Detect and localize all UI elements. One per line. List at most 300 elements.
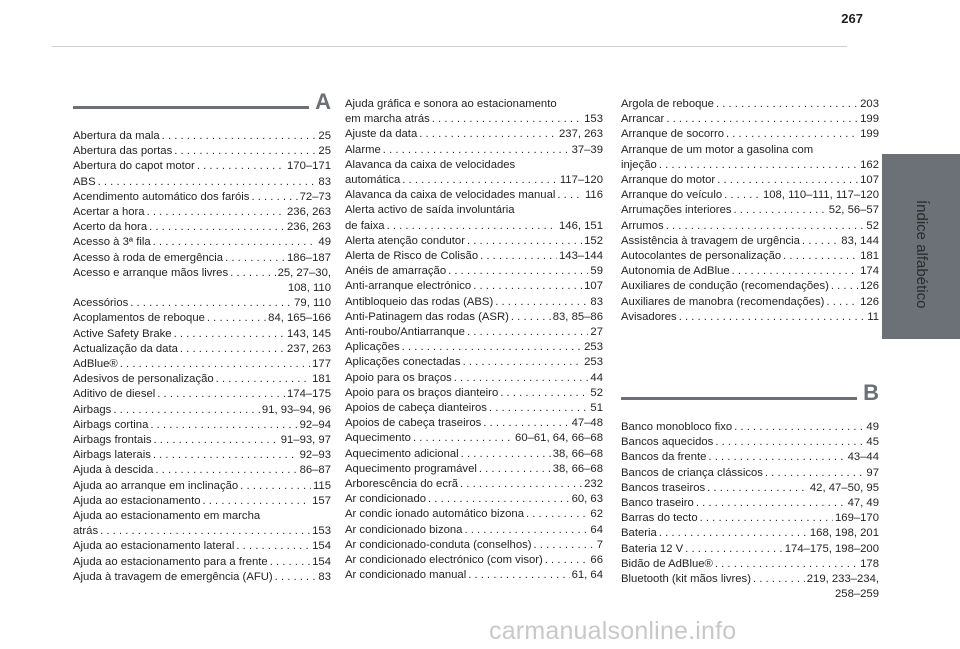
- entry-pages: 91, 93–94, 96: [261, 403, 331, 416]
- entry-term-line1: Arranque de um motor a gasolina com: [621, 143, 814, 156]
- entry-term: Arranque do motor: [621, 174, 716, 187]
- entry-term: Acesso à roda de emergência: [73, 251, 224, 264]
- entry-term: Ar condicionado bizona: [345, 523, 463, 536]
- entry-pages: 25: [318, 145, 331, 158]
- index-entry: [345, 355, 603, 370]
- dot-leader: [557, 188, 583, 203]
- index-entry: [73, 266, 331, 281]
- watermark: carmanualsonline.info: [489, 617, 737, 645]
- dot-leader: [154, 433, 279, 448]
- entry-term: Active Safety Brake: [73, 327, 172, 340]
- dot-leader: [802, 234, 839, 249]
- entry-term: Arranque do veículo: [621, 189, 723, 202]
- dot-leader: [534, 538, 595, 553]
- entry-pages: 66: [590, 554, 603, 567]
- index-entry: [73, 555, 331, 570]
- index-entry: [345, 568, 603, 583]
- index-entry: [73, 539, 331, 554]
- entry-term: Airbags cortina: [73, 418, 149, 431]
- entry-term: Actualização da data: [73, 342, 178, 355]
- entry-term: Apoios de cabeça traseiros: [345, 417, 482, 430]
- entry-term: Bancos da frente: [621, 451, 707, 464]
- entry-pages: 49: [866, 421, 879, 434]
- index-entry: [621, 279, 879, 294]
- section-letter: A: [315, 89, 331, 114]
- entry-pages: 153: [584, 113, 603, 126]
- index-entry: [73, 342, 331, 357]
- entry-pages: 52: [590, 386, 603, 399]
- dot-leader: [696, 496, 846, 511]
- entry-pages: 37–39: [571, 143, 603, 156]
- dot-leader: [464, 523, 588, 538]
- entry-term: Apoio para os braços dianteiro: [345, 386, 499, 399]
- entry-pages: 62: [590, 508, 603, 521]
- index-column-2: [345, 97, 603, 584]
- index-entry: [73, 433, 331, 448]
- entry-term: Anti-roubo/Antiarranque: [345, 326, 465, 339]
- dot-leader: [473, 279, 582, 294]
- entry-term: Aquecimento programável: [345, 462, 477, 475]
- dot-leader: [153, 235, 317, 250]
- entry-term-line1: Alavanca da caixa de velocidades: [345, 158, 516, 171]
- index-entry: [621, 496, 879, 511]
- dot-leader: [526, 507, 588, 522]
- entry-term: Aquecimento: [345, 432, 411, 445]
- entry-term: Ajuda ao arranque em inclinação: [73, 479, 239, 492]
- dot-leader: [197, 159, 285, 174]
- entry-term: Ar condicionado: [345, 493, 427, 506]
- entry-pages: 11: [867, 310, 879, 323]
- dot-leader: [495, 295, 588, 310]
- entry-term: Abertura do capot motor: [73, 160, 195, 173]
- entry-term: Airbags laterais: [73, 449, 151, 462]
- index-entry: [621, 295, 879, 310]
- entry-term: Auxiliares de manobra (recomendações): [621, 295, 825, 308]
- index-entry: [621, 481, 879, 496]
- dot-leader: [489, 401, 588, 416]
- dot-leader: [100, 524, 310, 539]
- dot-leader: [454, 371, 589, 386]
- index-entry: [73, 570, 331, 585]
- dot-leader: [216, 372, 310, 387]
- entry-pages: 174–175: [287, 388, 331, 401]
- index-entry: [345, 386, 603, 401]
- entry-term: Bidão de AdBlue®: [621, 557, 713, 570]
- dot-leader: [826, 295, 858, 310]
- index-entry: [345, 279, 603, 294]
- dot-leader: [765, 466, 865, 481]
- dot-leader: [130, 296, 292, 311]
- dot-leader: [428, 492, 570, 507]
- dot-leader: [225, 251, 285, 266]
- entry-pages: 79, 110: [294, 297, 331, 310]
- dot-leader: [448, 264, 588, 279]
- dot-leader: [162, 129, 317, 144]
- entry-term: Ar condic ionado automático bizona: [345, 508, 524, 521]
- dot-leader: [716, 97, 858, 112]
- entry-term: Antibloqueio das rodas (ABS): [345, 295, 494, 308]
- dot-leader: [150, 418, 297, 433]
- entry-pages: 108, 110–111, 117–120: [762, 189, 879, 202]
- index-entry: [345, 416, 603, 431]
- entry-term: Ajuda à descida: [73, 464, 154, 477]
- entry-pages: 83: [318, 175, 331, 188]
- entry-term: Ar condicionado electrónico (com visor): [345, 554, 543, 567]
- index-entry: [73, 129, 331, 144]
- index-entry: [621, 435, 879, 450]
- entry-term: Arranque de socorro: [621, 128, 724, 141]
- index-entry: [345, 431, 603, 446]
- dot-leader: [545, 553, 589, 568]
- entry-pages: 86–87: [299, 464, 331, 477]
- entry-pages: 186–187: [287, 251, 331, 264]
- entry-term: Aplicações conectadas: [345, 356, 461, 369]
- entry-pages: 64: [590, 523, 603, 536]
- dot-leader: [666, 219, 865, 234]
- section-header: [621, 380, 879, 418]
- entry-term-line1: Ajuda ao estacionamento em marcha: [73, 510, 261, 523]
- dot-leader: [679, 310, 866, 325]
- entry-term: Bateria 12 V: [621, 542, 684, 555]
- entry-pages: 42, 47–50, 95: [809, 481, 879, 494]
- index-entry: [345, 462, 603, 477]
- dot-leader: [155, 463, 297, 478]
- index-entry: [345, 295, 603, 310]
- entry-term: Arrumações interiores: [621, 204, 732, 217]
- entry-term: Airbags: [73, 403, 112, 416]
- entry-term: Autonomia de AdBlue: [621, 265, 730, 278]
- entry-term-line1: Alerta activo de saída involuntária: [345, 204, 515, 217]
- entry-pages: 157: [312, 494, 331, 507]
- dot-leader: [236, 539, 310, 554]
- dot-leader: [483, 416, 569, 431]
- entry-pages: 44: [590, 371, 603, 384]
- index-entry: [345, 401, 603, 416]
- dot-leader: [463, 355, 583, 370]
- entry-term: Alerta de Risco de Colisão: [345, 250, 479, 263]
- entry-pages: 83, 144: [841, 234, 879, 247]
- entry-term: injeção: [621, 158, 657, 171]
- entry-term: Apoio para os braços: [345, 371, 452, 384]
- dot-leader: [467, 234, 582, 249]
- entry-pages: 27: [590, 326, 603, 339]
- dot-leader: [700, 511, 833, 526]
- index-entry: [73, 387, 331, 402]
- index-entry: [621, 97, 879, 112]
- entry-pages: 181: [860, 250, 879, 263]
- side-tab-label: Índice alfabético: [913, 200, 930, 309]
- index-entry: [345, 143, 603, 158]
- entry-pages: 237, 263: [287, 342, 331, 355]
- index-entry: [345, 538, 603, 553]
- index-entry: [73, 479, 331, 494]
- entry-pages: 91–93, 97: [280, 434, 331, 447]
- entry-pages: 169–170: [835, 512, 879, 525]
- index-entry: [345, 340, 603, 355]
- entry-pages: 177: [312, 358, 331, 371]
- entry-pages: 117–120: [559, 174, 603, 187]
- index-column-1: [73, 89, 331, 585]
- dot-leader: [734, 420, 864, 435]
- section-letter: B: [863, 380, 879, 406]
- entry-pages-continued: 258–259: [835, 588, 879, 601]
- index-entry: [621, 219, 879, 234]
- entry-pages: 199: [860, 113, 879, 126]
- entry-term: Bateria: [621, 527, 657, 540]
- entry-pages: 153: [312, 525, 331, 538]
- entry-term: Aplicações: [345, 341, 400, 354]
- dot-leader: [717, 173, 858, 188]
- entry-pages: 181: [312, 373, 331, 386]
- index-entry: [73, 403, 331, 418]
- index-entry: [345, 507, 603, 522]
- entry-pages: 232: [584, 478, 603, 491]
- entry-term: Acesso à 3ª fila: [73, 236, 151, 249]
- dot-leader: [230, 266, 276, 281]
- dot-leader: [98, 175, 317, 190]
- entry-pages: 152: [584, 234, 603, 247]
- entry-term: Acertar a hora: [73, 206, 145, 219]
- entry-term: Ajuste da data: [345, 128, 418, 141]
- entry-term: Ajuda ao estacionamento lateral: [73, 540, 235, 553]
- entry-term: Aquecimento adicional: [345, 447, 459, 460]
- entry-pages: 178: [860, 557, 879, 570]
- dot-leader: [240, 479, 311, 494]
- dot-leader: [831, 279, 858, 294]
- entry-term: Alarme: [345, 143, 381, 156]
- entry-pages: 51: [590, 402, 603, 415]
- entry-pages: 72–73: [299, 190, 331, 203]
- index-entry: [621, 557, 879, 572]
- dot-leader: [174, 144, 316, 159]
- dot-leader: [734, 203, 827, 218]
- entry-term: Anéis de amarração: [345, 265, 447, 278]
- entry-pages: 203: [860, 98, 879, 110]
- entry-term: Anti-arranque electrónico: [345, 280, 472, 293]
- entry-term: Alavanca da caixa de velocidades manual: [345, 189, 556, 202]
- section-header: [73, 89, 331, 127]
- entry-term: Adesivos de personalização: [73, 373, 214, 386]
- index-entry: [73, 311, 331, 326]
- section-spacer: [621, 325, 879, 388]
- index-entry: [73, 372, 331, 387]
- entry-term: Acessórios: [73, 297, 129, 310]
- dot-leader: [270, 555, 310, 570]
- dot-leader: [715, 557, 858, 572]
- entry-pages: 92–93: [299, 449, 331, 462]
- index-entry: [73, 494, 331, 509]
- dot-leader: [732, 264, 858, 279]
- index-entry: [621, 511, 879, 526]
- entry-pages: 107: [860, 174, 879, 187]
- dot-leader: [707, 481, 808, 496]
- index-entry: [345, 264, 603, 279]
- index-entry: [345, 249, 603, 264]
- index-entry: [73, 159, 331, 174]
- index-entry: [345, 127, 603, 142]
- index-entry: [345, 553, 603, 568]
- index-entry: [73, 296, 331, 311]
- dot-leader: [402, 340, 583, 355]
- dot-leader: [511, 310, 551, 325]
- index-entry: [621, 112, 879, 127]
- entry-pages: 107: [584, 280, 603, 293]
- dot-leader: [659, 158, 858, 173]
- dot-leader: [666, 112, 858, 127]
- index-entry: [345, 97, 603, 127]
- entry-term: Bancos traseiros: [621, 481, 706, 494]
- entry-pages: 154: [312, 540, 331, 553]
- dot-leader: [461, 447, 551, 462]
- index-entry: [73, 251, 331, 266]
- entry-term: Barras do tecto: [621, 512, 698, 525]
- index-entry: [621, 466, 879, 481]
- entry-term: Abertura das portas: [73, 145, 173, 158]
- dot-leader: [207, 311, 266, 326]
- entry-term: Argola de reboque: [621, 98, 714, 110]
- entry-term: Arrancar: [621, 113, 665, 126]
- entry-pages: 143–144: [559, 250, 603, 263]
- index-entry: [73, 509, 331, 539]
- entry-pages: 146, 151: [559, 219, 603, 232]
- index-entry: [73, 175, 331, 190]
- entry-pages: 38, 66–68: [552, 462, 603, 475]
- entry-pages: 59: [590, 265, 603, 278]
- dot-leader: [203, 494, 311, 509]
- entry-term: Ajuda ao estacionamento para a frente: [73, 555, 268, 568]
- dot-leader: [715, 435, 864, 450]
- index-entry: [621, 420, 879, 435]
- entry-pages: 43–44: [847, 451, 879, 464]
- index-entry: [73, 418, 331, 433]
- entry-pages: 143, 145: [287, 327, 331, 340]
- index-entry: [621, 572, 879, 587]
- entry-pages: 168, 198, 201: [809, 527, 879, 540]
- index-entry: [621, 526, 879, 541]
- dot-leader: [659, 526, 808, 541]
- dot-leader: [432, 112, 582, 127]
- entry-term: Acesso e arranque mãos livres: [73, 266, 229, 279]
- dot-leader: [500, 386, 588, 401]
- index-entry: [73, 448, 331, 463]
- entry-term: Airbags frontais: [73, 434, 152, 447]
- index-entry: [621, 188, 879, 203]
- index-entry: [73, 327, 331, 342]
- entry-pages-continued: 108, 110: [287, 282, 331, 295]
- entry-term: automática: [345, 174, 401, 187]
- entry-pages: 154: [312, 555, 331, 568]
- dot-leader: [419, 127, 557, 142]
- section-rule: [73, 106, 309, 109]
- entry-term: Ar condicionado-conduta (conselhos): [345, 538, 532, 551]
- entry-pages: 253: [584, 341, 603, 354]
- index-entry: [621, 143, 879, 173]
- index-entry: [73, 190, 331, 205]
- index-entry: [73, 463, 331, 478]
- entry-term: Ar condicionado manual: [345, 569, 467, 582]
- dot-leader: [753, 572, 805, 587]
- dot-leader: [468, 568, 569, 583]
- index-entry: [345, 188, 603, 203]
- entry-pages: 60–61, 64, 66–68: [515, 432, 603, 445]
- entry-pages: 60, 63: [571, 493, 603, 506]
- entry-term: Anti-Patinagem das rodas (ASR): [345, 310, 509, 323]
- index-entry: [621, 249, 879, 264]
- dot-leader: [383, 143, 570, 158]
- entry-pages: 47, 49: [847, 497, 879, 510]
- index-entry: [73, 205, 331, 220]
- dot-leader: [685, 542, 783, 557]
- dot-leader: [783, 249, 858, 264]
- index-entry: [621, 264, 879, 279]
- page-number: 267: [841, 11, 863, 26]
- dot-leader: [113, 403, 260, 418]
- index-entry: [621, 234, 879, 249]
- entry-pages: 199: [860, 128, 879, 141]
- entry-pages: 115: [312, 479, 331, 492]
- entry-pages: 92–94: [299, 418, 331, 431]
- entry-term: Apoios de cabeça dianteiros: [345, 402, 487, 415]
- entry-term: Aditivo de diesel: [73, 388, 156, 401]
- entry-pages: 236, 263: [287, 221, 331, 234]
- entry-term: Assistência à travagem de urgência: [621, 234, 800, 247]
- entry-pages: 84, 165–166: [268, 312, 331, 325]
- entry-pages: 25: [318, 130, 331, 142]
- entry-pages: 83, 85–86: [552, 310, 603, 323]
- index-entry: [345, 523, 603, 538]
- entry-term-line1: Ajuda gráfica e sonora ao estacionamento: [345, 98, 557, 110]
- entry-pages: 7: [596, 538, 603, 551]
- dot-leader: [147, 205, 285, 220]
- entry-term: Avisadores: [621, 310, 677, 323]
- entry-pages: 49: [318, 236, 331, 249]
- entry-term: de faixa: [345, 219, 385, 232]
- entry-pages: 52, 56–57: [828, 204, 879, 217]
- index-entry: [345, 477, 603, 492]
- entry-term: Bluetooth (kit mãos livres): [621, 573, 751, 586]
- dot-leader: [120, 357, 310, 372]
- entry-term: Bancos aquecidos: [621, 436, 714, 449]
- entry-pages: 83: [318, 570, 331, 583]
- entry-pages: 45: [866, 436, 879, 449]
- entry-pages: 47–48: [571, 417, 603, 430]
- entry-pages: 174–175, 198–200: [784, 542, 879, 555]
- index-entry: [621, 310, 879, 325]
- dot-leader: [402, 173, 558, 188]
- index-column-3: [621, 97, 879, 602]
- index-entry: [345, 492, 603, 507]
- entry-pages: 97: [866, 466, 879, 479]
- entry-term: Autocolantes de personalização: [621, 250, 782, 263]
- entry-term: Acendimento automático dos faróis: [73, 190, 250, 203]
- entry-pages: 52: [866, 219, 879, 232]
- entry-pages: 126: [860, 295, 879, 308]
- entry-pages: 162: [860, 158, 879, 171]
- entry-term: Arborescência do ecrã: [345, 478, 459, 491]
- dot-leader: [275, 570, 317, 585]
- entry-pages: 219, 233–234,: [806, 573, 879, 586]
- entry-pages: 170–171: [287, 160, 331, 173]
- dot-leader: [480, 249, 557, 264]
- entry-term: atrás: [73, 525, 99, 538]
- dot-leader: [153, 448, 298, 463]
- dot-leader: [174, 327, 285, 342]
- dot-leader: [149, 220, 285, 235]
- entry-term: Arrumos: [621, 219, 664, 232]
- entry-term: Acoplamentos de reboque: [73, 312, 205, 325]
- entry-pages: 83: [590, 295, 603, 308]
- dot-leader: [460, 477, 582, 492]
